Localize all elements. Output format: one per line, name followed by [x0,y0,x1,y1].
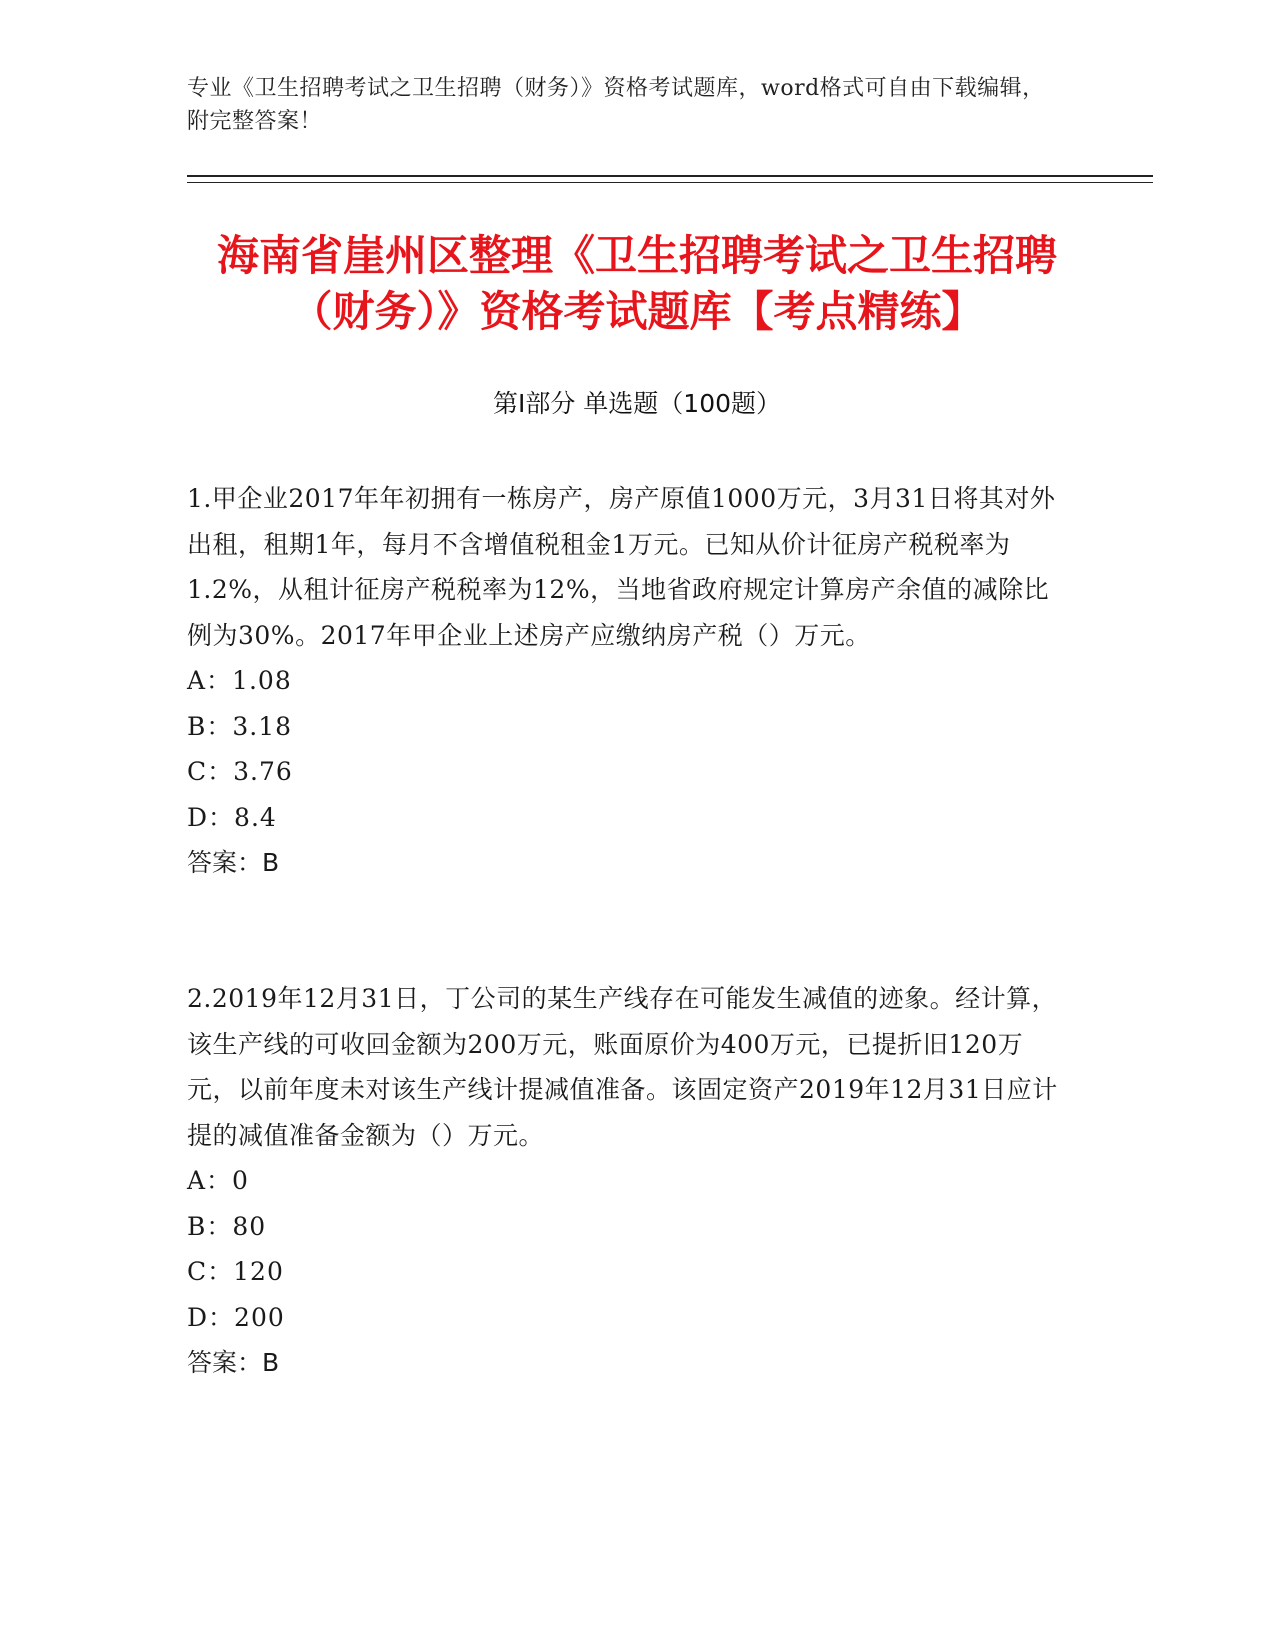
header-divider [187,175,1153,177]
option-c: C：3.76 [187,757,293,786]
option-d: D：8.4 [187,802,277,832]
question-2 [187,976,1067,1386]
option-c: C：120 [187,1257,284,1286]
option-b: B：80 [187,1211,267,1241]
option-d: D：200 [187,1302,285,1332]
question-stem: 2.2019年12月31日，丁公司的某生产线存在可能发生减值的迹象。经计算，该生产线的可收回金额为200万元，账面原价为400万元，已提折旧120万元，以前年度未对该生产线计提减值准备。该固定资产2019年12月31日应计提的减值准备金额为（）万元。 [187,984,1058,1150]
header-note: 专业《卫生招聘考试之卫生招聘（财务）》资格考试题库，word格式可自由下载编辑，附完整答案！ [187,76,1045,134]
option-a: A：1.08 [187,666,292,695]
header-divider-thin [187,182,1153,183]
answer-label: 答案：B [187,1348,280,1377]
option-b: B：3.18 [187,711,293,741]
section-title: 第Ⅰ部分 单选题（100题） [492,389,782,418]
option-a: A：0 [187,1166,249,1195]
answer-label: 答案：B [187,848,280,877]
question-stem: 1.甲企业2017年年初拥有一栋房产，房产原值1000万元，3月31日将其对外出租，租期1年，每月不含增值税租金1万元。已知从价计征房产税税率为1.2%，从租计征房产税税率为12%，当地省政府规定计算房产余值的减除比例为30%。2017年甲企业上述房产应缴纳房产税（）万元。 [187,484,1056,650]
document-title: 海南省崖州区整理《卫生招聘考试之卫生招聘（财务）》资格考试题库【考点精练】 [216,231,1057,336]
question-1 [187,476,1067,886]
